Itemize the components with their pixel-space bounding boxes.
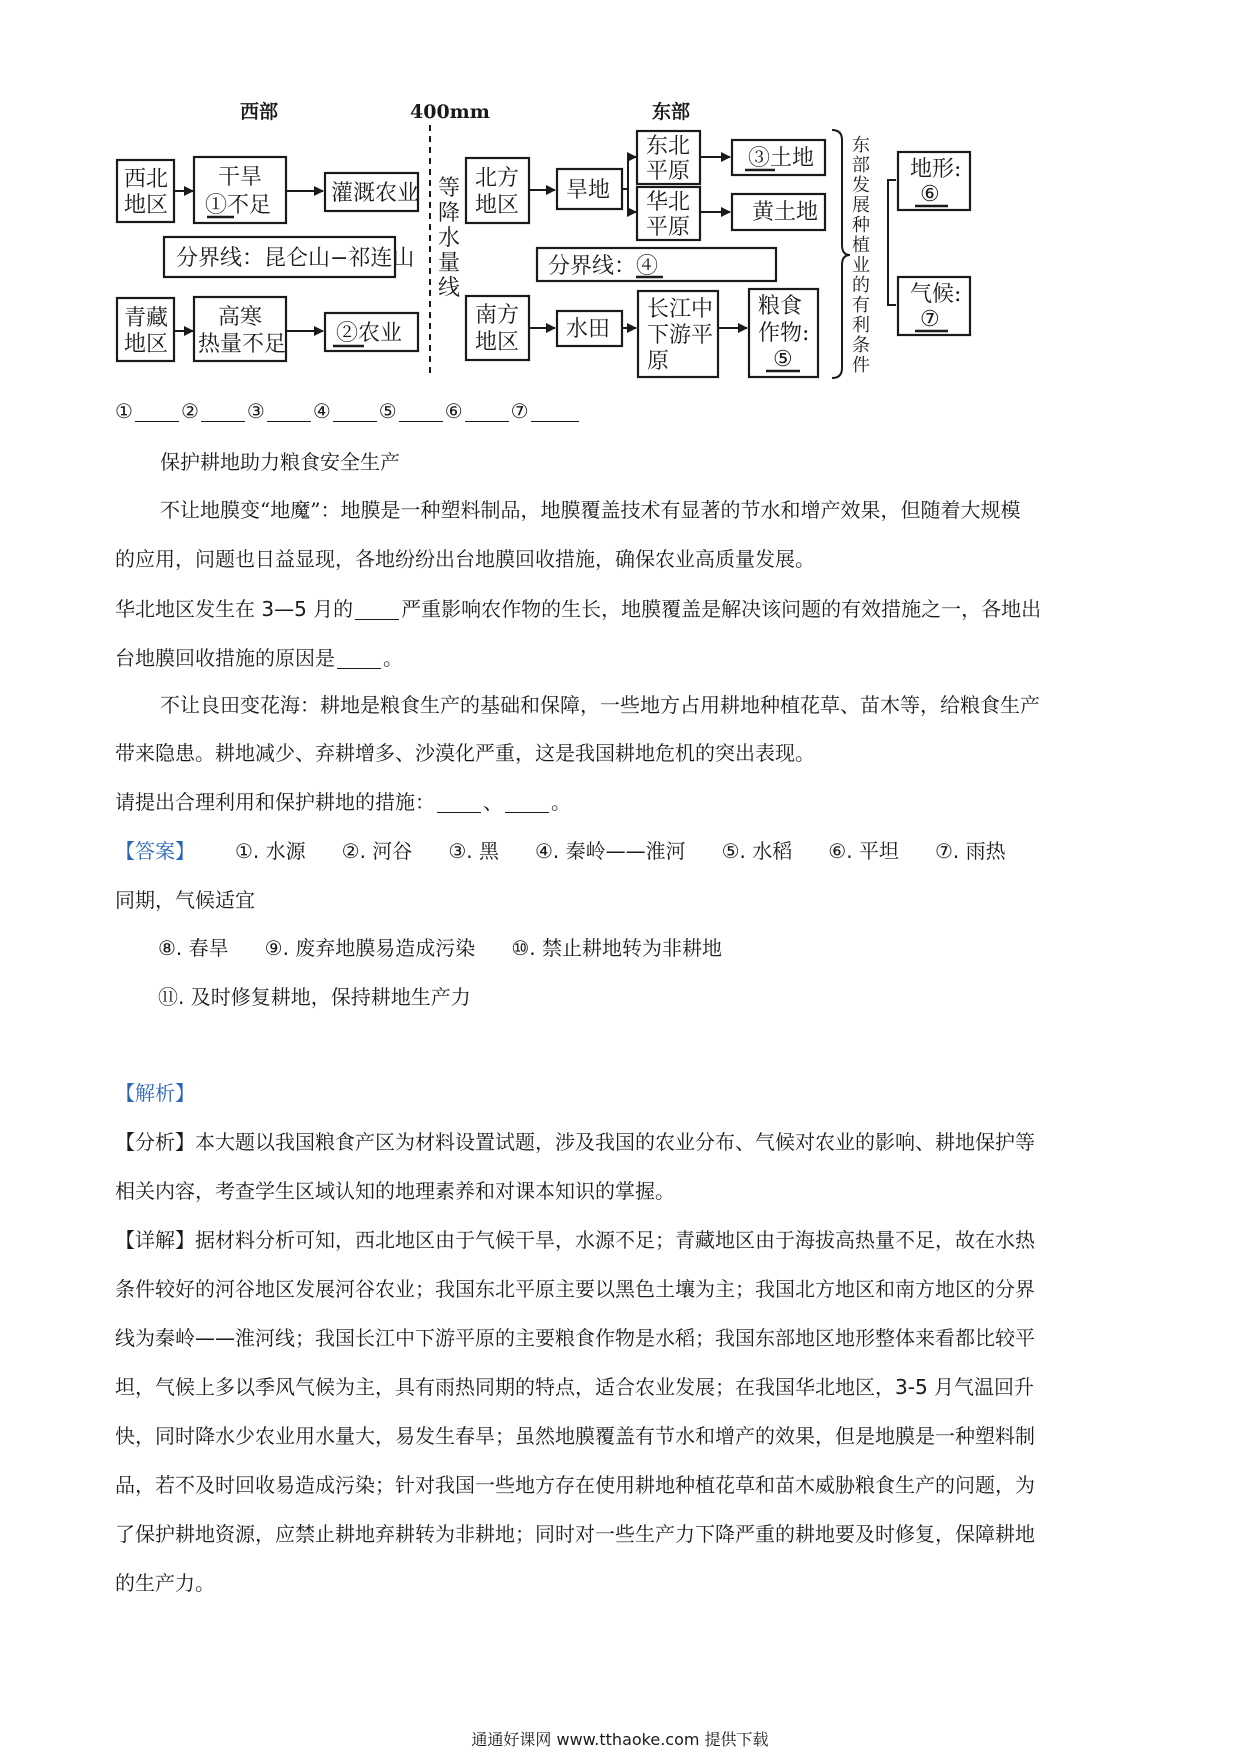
- svg-text:粮食: 粮食: [758, 294, 803, 319]
- answer-blanks-line: ① ② ③ ④ ⑤ ⑥ ⑦: [115, 396, 1135, 426]
- svg-text:原: 原: [647, 349, 670, 374]
- svg-text:利: 利: [852, 315, 870, 336]
- detail-line4: 坦，气候上多以季风气候为主，具有雨热同期的特点，适合农业发展；在我国华北地区，3-5 月气温回升: [115, 1375, 1035, 1399]
- svg-text:水: 水: [438, 226, 461, 251]
- svg-text:高寒: 高寒: [218, 305, 263, 330]
- svg-text:⑦: ⑦: [920, 307, 940, 332]
- detail-line5: 快，同时降水少农业用水量大，易发生春旱；虽然地膜覆盖有节水和增产的效果，但是地膜是一种塑料制: [115, 1424, 1035, 1448]
- svg-text:量: 量: [438, 251, 461, 276]
- detail-line3: 线为秦岭——淮河线；我国长江中下游平原的主要粮食作物是水稻；我国东部地区地形整体来看都比较平: [115, 1326, 1035, 1350]
- svg-text:⑥: ⑥: [920, 182, 940, 207]
- svg-text:东: 东: [852, 135, 870, 156]
- svg-text:地区: 地区: [475, 330, 520, 355]
- svg-text:长江中: 长江中: [647, 297, 714, 322]
- svg-text:等: 等: [438, 176, 461, 201]
- svg-text:平原: 平原: [646, 215, 691, 240]
- svg-text:条: 条: [852, 335, 870, 356]
- material-p1-line2: 的应用，问题也日益显现，各地纷纷出台地膜回收措施，确保农业高质量发展。: [115, 547, 815, 571]
- small-brace: [888, 180, 896, 305]
- svg-text:的: 的: [852, 275, 870, 296]
- fenxi-line1: 【分析】本大题以我国粮食产区为材料设置试题，涉及我国的农业分布、气候对农业的影响、耕地保护等: [115, 1130, 1035, 1154]
- answer-line4: ⑪. 及时修复耕地，保持耕地生产力: [158, 985, 471, 1009]
- material-p2-line2: 带来隐患。耕地减少、弃耕增多、沙漠化严重，这是我国耕地危机的突出表现。: [115, 741, 815, 765]
- svg-text:旱地: 旱地: [566, 178, 611, 203]
- svg-text:业: 业: [852, 255, 870, 276]
- right-brace: [832, 130, 850, 378]
- svg-text:③土地: ③土地: [748, 146, 815, 171]
- question1-line1: 华北地区发生在 3—5 月的 严重影响农作物的生长，地膜覆盖是解决该问题的有效措施之一，各地出: [115, 597, 1042, 621]
- svg-text:地区: 地区: [124, 332, 169, 357]
- detail-line1: 【详解】据材料分析可知，西北地区由于气候干旱，水源不足；青藏地区由于海拔高热量不足，故在水热: [115, 1228, 1035, 1252]
- analysis-label: 【解析】: [115, 1081, 195, 1105]
- svg-text:黄土地: 黄土地: [752, 200, 819, 225]
- svg-text:灌溉农业: 灌溉农业: [331, 181, 420, 206]
- svg-text:水田: 水田: [566, 317, 611, 342]
- svg-text:地区: 地区: [124, 193, 169, 218]
- svg-text:发: 发: [852, 175, 870, 196]
- svg-text:种: 种: [852, 215, 870, 236]
- isohyet-label: [438, 176, 460, 301]
- isohyet-value: 400mm: [410, 101, 490, 123]
- page-footer: 通通好课网 www.tthaoke.com 提供下载: [471, 1730, 769, 1749]
- question2-line: 请提出合理利用和保护耕地的措施： 、 。: [115, 790, 571, 814]
- detail-line8: 的生产力。: [115, 1571, 215, 1595]
- svg-text:植: 植: [852, 235, 870, 256]
- west-heading: 西部: [240, 101, 279, 123]
- answer-line1: 【答案】 ①. 水源 ②. 河谷 ③. 黑 ④. 秦岭——淮河 ⑤. 水稻 ⑥. 平坦 ⑦. 雨热: [115, 836, 1135, 866]
- svg-text:华北: 华北: [646, 190, 691, 215]
- fenxi-line2: 相关内容，考查学生区域认知的地理素养和对课本知识的掌握。: [115, 1179, 675, 1203]
- svg-text:热量不足: 热量不足: [198, 332, 287, 357]
- material-title: 保护耕地助力粮食安全生产: [160, 450, 400, 474]
- svg-text:部: 部: [852, 155, 870, 176]
- agriculture-flow-diagram: [0, 0, 1240, 400]
- svg-text:降: 降: [438, 201, 461, 226]
- svg-text:下游平: 下游平: [647, 323, 714, 348]
- answer-line2: 同期，气候适宜: [115, 888, 255, 912]
- svg-text:北方: 北方: [475, 166, 520, 191]
- svg-text:南方: 南方: [475, 303, 520, 328]
- svg-text:地形:: 地形:: [910, 157, 962, 182]
- east-conditions-label: [852, 135, 870, 376]
- svg-text:东北: 东北: [646, 134, 691, 159]
- svg-text:作物:: 作物:: [758, 321, 810, 346]
- svg-text:分界线：④: 分界线：④: [548, 254, 659, 279]
- svg-text:有: 有: [852, 295, 870, 316]
- detail-line7: 了保护耕地资源，应禁止耕地弃耕转为非耕地；同时对一些生产力下降严重的耕地要及时修复，保障耕地: [115, 1522, 1035, 1546]
- northwest-region-text: 西北: [124, 167, 169, 192]
- detail-line2: 条件较好的河谷地区发展河谷农业；我国东北平原主要以黑色土壤为主；我国北方地区和南方地区的分界: [115, 1277, 1035, 1301]
- question1-line2: 台地膜回收措施的原因是 。: [115, 646, 403, 670]
- detail-line6: 品，若不及时回收易造成污染；针对我国一些地方存在使用耕地种植花草和苗木威胁粮食生产的问题，为: [115, 1473, 1035, 1497]
- svg-text:分界线：昆仑山−祁连山: 分界线：昆仑山−祁连山: [176, 246, 415, 271]
- material-p2-line1: 不让良田变花海：耕地是粮食生产的基础和保障，一些地方占用耕地种植花草、苗木等，给粮食生产: [160, 693, 1040, 717]
- svg-text:气候:: 气候:: [910, 282, 962, 307]
- svg-text:青藏: 青藏: [124, 306, 169, 331]
- svg-text:①不足: ①不足: [205, 193, 272, 218]
- svg-text:展: 展: [852, 195, 870, 216]
- answer-line3: ⑧. 春旱 ⑨. 废弃地膜易造成污染 ⑩. 禁止耕地转为非耕地: [158, 936, 722, 960]
- svg-text:干旱: 干旱: [218, 165, 263, 190]
- svg-text:②农业: ②农业: [336, 321, 403, 346]
- svg-text:⑤: ⑤: [773, 347, 793, 372]
- east-heading: 东部: [652, 101, 691, 123]
- svg-text:件: 件: [852, 355, 870, 376]
- answer-label: 【答案】: [115, 839, 195, 863]
- svg-text:平原: 平原: [646, 159, 691, 184]
- svg-text:地区: 地区: [475, 193, 520, 218]
- material-p1-line1: 不让地膜变“地魔”：地膜是一种塑料制品，地膜覆盖技术有显著的节水和增产效果，但随着大规模: [160, 498, 1021, 522]
- svg-text:线: 线: [438, 276, 461, 301]
